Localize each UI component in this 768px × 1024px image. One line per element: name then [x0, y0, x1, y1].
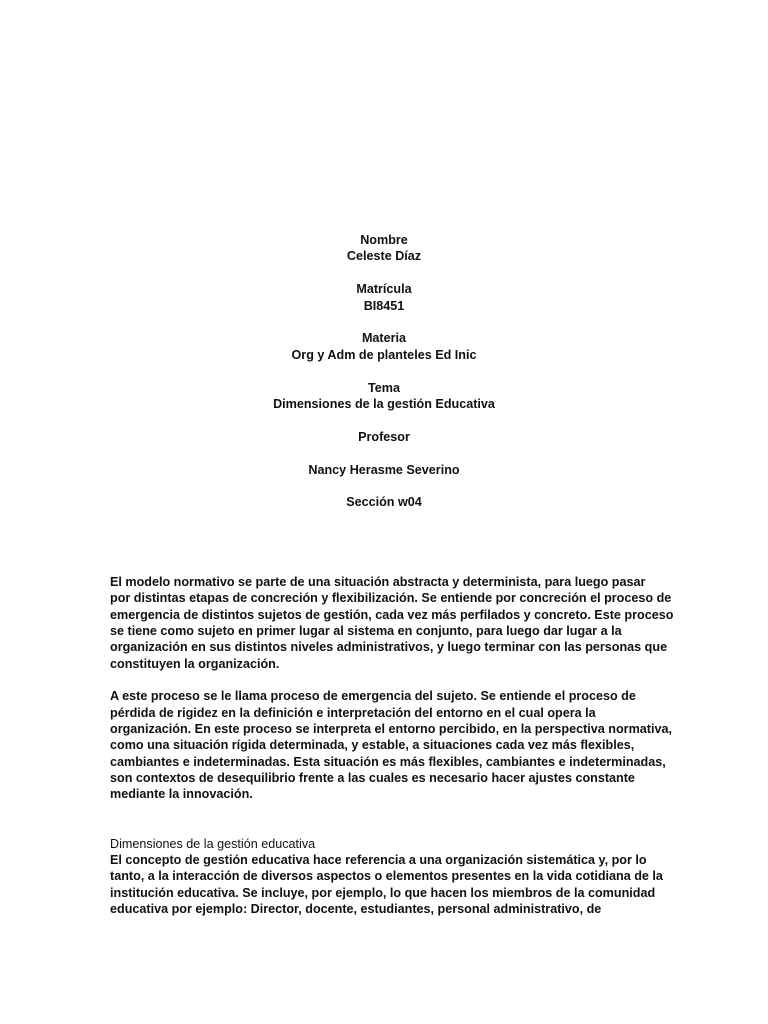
- paragraph-modelo-normativo: [110, 574, 674, 672]
- nombre-label: Nombre: [360, 233, 408, 247]
- text-line: organización en sus distintos niveles administrativos, y luego terminar con las personas que: [110, 640, 668, 655]
- matricula-value: BI8451: [363, 298, 405, 313]
- document-body: [110, 574, 674, 934]
- blank-line: [110, 819, 662, 835]
- text-line: mediante la innovación.: [110, 787, 253, 802]
- matricula-label: Matrícula: [356, 282, 412, 297]
- text-line: por distintas etapas de concreción y flexibilización. Se entiende por concreción el proceso de: [110, 591, 672, 606]
- text-line: educativa por ejemplo: Director, docente, estudiantes, personal administrativo, de: [110, 901, 602, 916]
- text-line: El modelo normativo se parte de una situación abstracta y determinista, para luego pasar: [110, 575, 646, 589]
- text-line: son contextos de desequilibrio frente a las cuales es necesario hacer ajustes constante: [110, 771, 635, 786]
- text-line: cambiantes e indeterminadas. Esta situación es más flexibles, cambiantes e indeterminadas,: [110, 754, 666, 769]
- cover-block: [0, 232, 768, 527]
- text-line: El concepto de gestión educativa hace referencia a una organización sistemática y, por lo: [110, 852, 647, 867]
- text-line: A este proceso se le llama proceso de emergencia del sujeto. Se entiende el proceso de: [110, 689, 636, 704]
- nombre-value: Celeste Díaz: [346, 249, 422, 264]
- materia-block: [0, 330, 768, 363]
- nombre-block: [0, 232, 768, 265]
- materia-label: Materia: [361, 331, 407, 346]
- text-line: como una situación rígida determinada, y estable, a situaciones cada vez más flexibles,: [110, 738, 635, 753]
- matricula-block: [0, 281, 768, 314]
- materia-value: Org y Adm de planteles Ed Inic: [291, 347, 477, 362]
- text-line: organización. En este proceso se interpreta el entorno percibido, en la perspectiva normativa,: [110, 722, 672, 737]
- seccion-value: Sección w04: [346, 495, 422, 510]
- profesor-label: Profesor: [358, 429, 410, 444]
- profesor-value: Nancy Herasme Severino: [308, 462, 460, 477]
- tema-block: [0, 380, 768, 413]
- profesor-label-block: [0, 429, 768, 445]
- text-line: institución educativa. Se incluye, por ejemplo, lo que hacen los miembros de la comunidad: [110, 885, 656, 900]
- text-line: emergencia de distintos sujetos de gestión, cada vez más perfilados y concreto. Este proceso: [110, 607, 674, 622]
- paragraph-concepto-gestion: [110, 852, 662, 917]
- seccion-block: [0, 494, 768, 510]
- text-line: pérdida de rigidez en la definición e interpretación del entorno en el cual opera la: [110, 705, 596, 720]
- text-line: tanto, a la interacción de diversos aspectos o elementos presentes en la vida cotidiana de la: [110, 869, 663, 884]
- profesor-value-block: [0, 462, 768, 478]
- text-line: constituyen la organización.: [110, 656, 280, 671]
- section-heading: Dimensiones de la gestión educativa: [110, 836, 316, 851]
- tema-label: Tema: [368, 380, 400, 395]
- paragraph-emergencia-sujeto: [110, 688, 672, 802]
- tema-value: Dimensiones de la gestión Educativa: [273, 397, 495, 412]
- text-line: se tiene como sujeto en primer lugar al sistema en conjunto, para luego dar lugar a la: [110, 624, 622, 639]
